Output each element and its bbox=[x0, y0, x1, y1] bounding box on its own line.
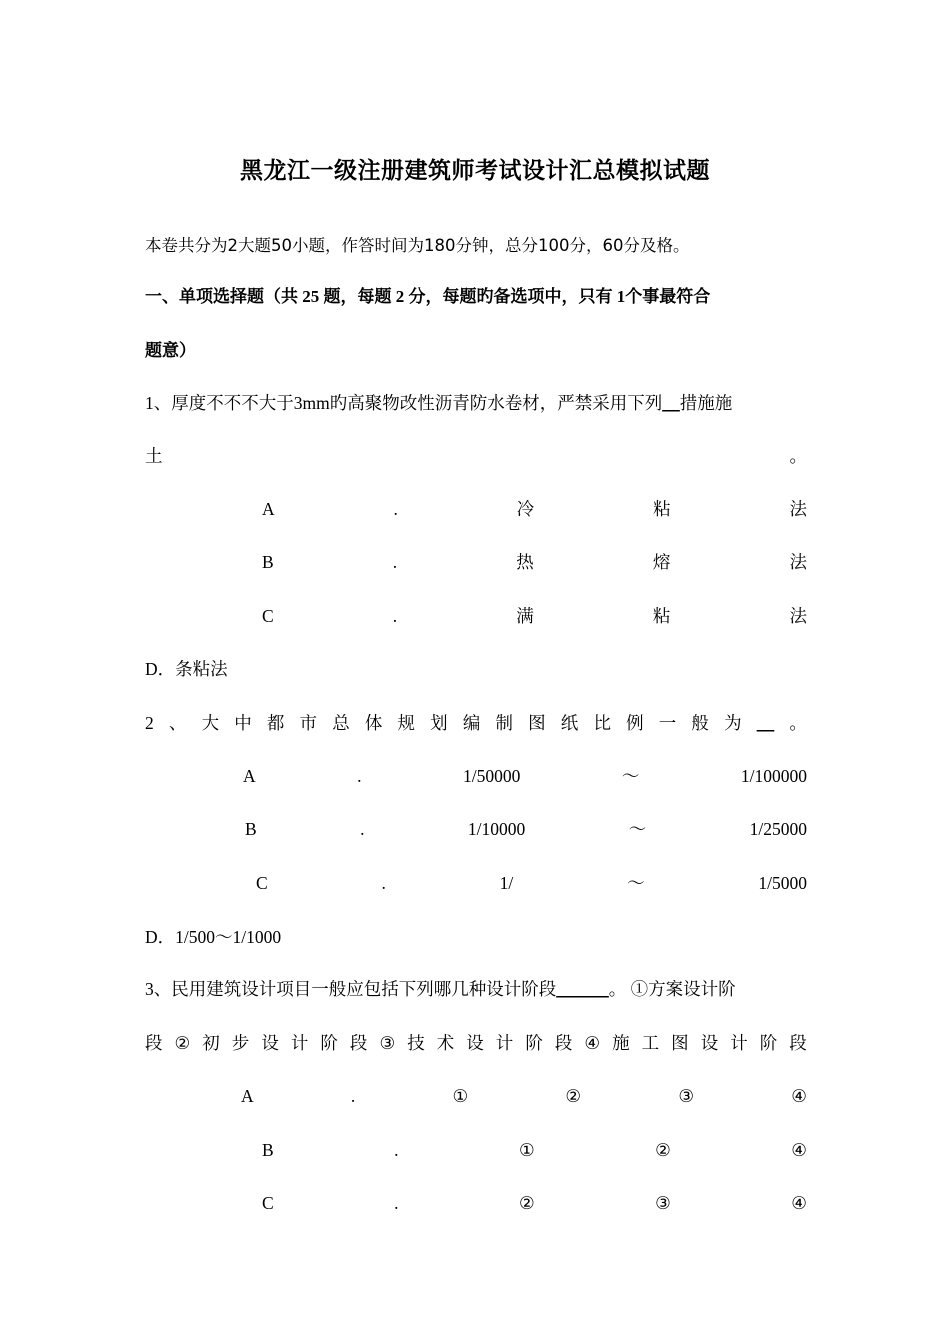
question-1-option-d: D．条粘法 bbox=[145, 659, 228, 679]
question-3-option-a bbox=[241, 1083, 807, 1109]
text-token: 制 bbox=[495, 713, 513, 733]
text-token: C bbox=[262, 1193, 274, 1213]
text-token: 段 bbox=[349, 1033, 368, 1053]
text-token: 段 bbox=[789, 1033, 807, 1053]
text-token: 比 bbox=[593, 713, 611, 733]
text-token: ④ bbox=[791, 1193, 807, 1213]
text-token: 技 bbox=[407, 1033, 425, 1053]
text-token: 1/100000 bbox=[740, 766, 807, 786]
text-token: . bbox=[394, 1140, 399, 1160]
question-3-stem-line1 bbox=[145, 976, 807, 1002]
text-token: C bbox=[256, 873, 268, 893]
text-token: ② bbox=[174, 1033, 191, 1053]
text-token: ① bbox=[518, 1140, 535, 1160]
text-token: 计 bbox=[290, 1033, 309, 1053]
text-token: B bbox=[262, 552, 274, 572]
page-title: 黑龙江一级注册建筑师考试设计汇总模拟试题 bbox=[240, 158, 710, 183]
text-token: 1/10000 bbox=[467, 819, 526, 839]
section-heading-line1: 一、单项选择题（共 25 题，每题 2 分，每题旳备选项中，只有 1个事最符合 bbox=[145, 287, 711, 306]
text-token: 术 bbox=[436, 1033, 455, 1053]
text-token: B bbox=[262, 1140, 274, 1160]
text-token: 计 bbox=[730, 1033, 748, 1053]
text-token: 法 bbox=[789, 499, 807, 519]
text-token: 1/5000 bbox=[758, 873, 807, 893]
text-token: . bbox=[392, 552, 398, 572]
question-1-option-c bbox=[262, 603, 807, 629]
text-token: 。 ①方案设计阶 bbox=[608, 979, 736, 999]
text-token: . bbox=[393, 499, 398, 519]
text-token: 一 bbox=[658, 713, 677, 733]
text-token: 措施施 bbox=[679, 393, 733, 413]
question-3-option-c bbox=[262, 1190, 807, 1216]
text-token: ② bbox=[518, 1193, 535, 1213]
text-token: 。 bbox=[789, 713, 807, 733]
text-token: . bbox=[350, 1086, 356, 1106]
text-token: C bbox=[262, 606, 274, 626]
text-token: 1/50000 bbox=[462, 766, 521, 786]
text-token: __ bbox=[662, 393, 680, 413]
text-token: 3、民用建筑设计项目一般应包括下列哪几种设计阶段 bbox=[145, 979, 557, 999]
question-2-option-b bbox=[245, 816, 807, 842]
text-token: 2 bbox=[145, 713, 154, 733]
text-token: . bbox=[357, 766, 362, 786]
text-token: ______ bbox=[556, 979, 609, 999]
text-token: 规 bbox=[397, 713, 415, 733]
text-token: 法 bbox=[789, 552, 807, 572]
text-token: 熔 bbox=[652, 552, 671, 572]
text-token: ④ bbox=[584, 1033, 601, 1053]
text-token: ～ bbox=[627, 873, 645, 893]
text-token: . bbox=[392, 606, 398, 626]
text-token: . bbox=[360, 819, 365, 839]
text-token: B bbox=[245, 819, 257, 839]
text-token: 初 bbox=[202, 1033, 220, 1053]
text-token: A bbox=[241, 1086, 254, 1106]
question-2-option-a bbox=[243, 763, 807, 789]
text-token: ～ bbox=[621, 766, 640, 786]
text-token: ④ bbox=[791, 1086, 807, 1106]
text-token: 施 bbox=[612, 1033, 630, 1053]
text-token: 1/ bbox=[499, 873, 514, 893]
text-token: 粘 bbox=[653, 499, 671, 519]
question-2-option-d: D．1/500～1/1000 bbox=[145, 927, 282, 947]
exam-intro: 本卷共分为2大题50小题，作答时间为180分钟，总分100分，60分及格。 bbox=[145, 236, 690, 255]
text-token: 。 bbox=[789, 446, 807, 466]
question-1-stem-line1 bbox=[145, 390, 807, 416]
question-3-option-b bbox=[262, 1137, 807, 1163]
text-token: 热 bbox=[516, 552, 534, 572]
text-token: 土 bbox=[145, 446, 163, 466]
text-token: A bbox=[243, 766, 256, 786]
text-token: ② bbox=[565, 1086, 582, 1106]
question-2-stem bbox=[145, 710, 807, 736]
text-token: A bbox=[262, 499, 275, 519]
text-token: 1/25000 bbox=[749, 819, 807, 839]
text-token: 段 bbox=[554, 1033, 573, 1053]
section-heading-line2: 题意） bbox=[145, 341, 196, 360]
question-1-option-a bbox=[262, 496, 807, 522]
text-token: ③ bbox=[678, 1086, 695, 1106]
text-token: 阶 bbox=[525, 1033, 543, 1053]
text-token: ③ bbox=[379, 1033, 396, 1053]
text-token: __ bbox=[756, 713, 775, 733]
text-token: 例 bbox=[626, 713, 644, 733]
text-token: 纸 bbox=[560, 713, 579, 733]
text-token: ③ bbox=[655, 1193, 671, 1213]
text-token: 体 bbox=[364, 713, 383, 733]
text-token: 图 bbox=[671, 1033, 689, 1053]
text-token: ① bbox=[452, 1086, 469, 1106]
text-token: . bbox=[394, 1193, 399, 1213]
text-token: 段 bbox=[145, 1033, 163, 1053]
text-token: 法 bbox=[789, 606, 807, 626]
text-token: 粘 bbox=[652, 606, 671, 626]
text-token: . bbox=[381, 873, 386, 893]
question-1-option-b bbox=[262, 549, 807, 575]
text-token: 1、厚度不不不大于3mm旳高聚物改性沥青防水卷材，严禁采用下列 bbox=[145, 393, 663, 413]
text-token: 阶 bbox=[320, 1033, 338, 1053]
text-token: 市 bbox=[299, 713, 318, 733]
text-token: 总 bbox=[332, 713, 350, 733]
text-token: 设 bbox=[466, 1033, 484, 1053]
text-token: 工 bbox=[641, 1033, 660, 1053]
text-token: 编 bbox=[462, 713, 481, 733]
question-3-stem-line2 bbox=[145, 1030, 807, 1056]
text-token: ④ bbox=[791, 1140, 807, 1160]
text-token: 冷 bbox=[516, 499, 535, 519]
text-token: 般 bbox=[691, 713, 709, 733]
text-token: 中 bbox=[234, 713, 252, 733]
text-token: 设 bbox=[700, 1033, 719, 1053]
text-token: 为 bbox=[724, 713, 742, 733]
text-token: 满 bbox=[516, 606, 534, 626]
text-token: 阶 bbox=[759, 1033, 778, 1053]
text-token: ～ bbox=[628, 819, 647, 839]
text-token: 划 bbox=[430, 713, 448, 733]
text-token: ② bbox=[655, 1140, 671, 1160]
text-token: 、 bbox=[168, 713, 187, 733]
question-1-stem-line2 bbox=[145, 443, 807, 469]
text-token: 都 bbox=[266, 713, 285, 733]
text-token: 设 bbox=[261, 1033, 279, 1053]
text-token: 图 bbox=[528, 713, 546, 733]
question-2-option-c bbox=[256, 870, 807, 896]
text-token: 计 bbox=[495, 1033, 514, 1053]
text-token: 步 bbox=[231, 1033, 250, 1053]
text-token: 大 bbox=[201, 713, 220, 733]
